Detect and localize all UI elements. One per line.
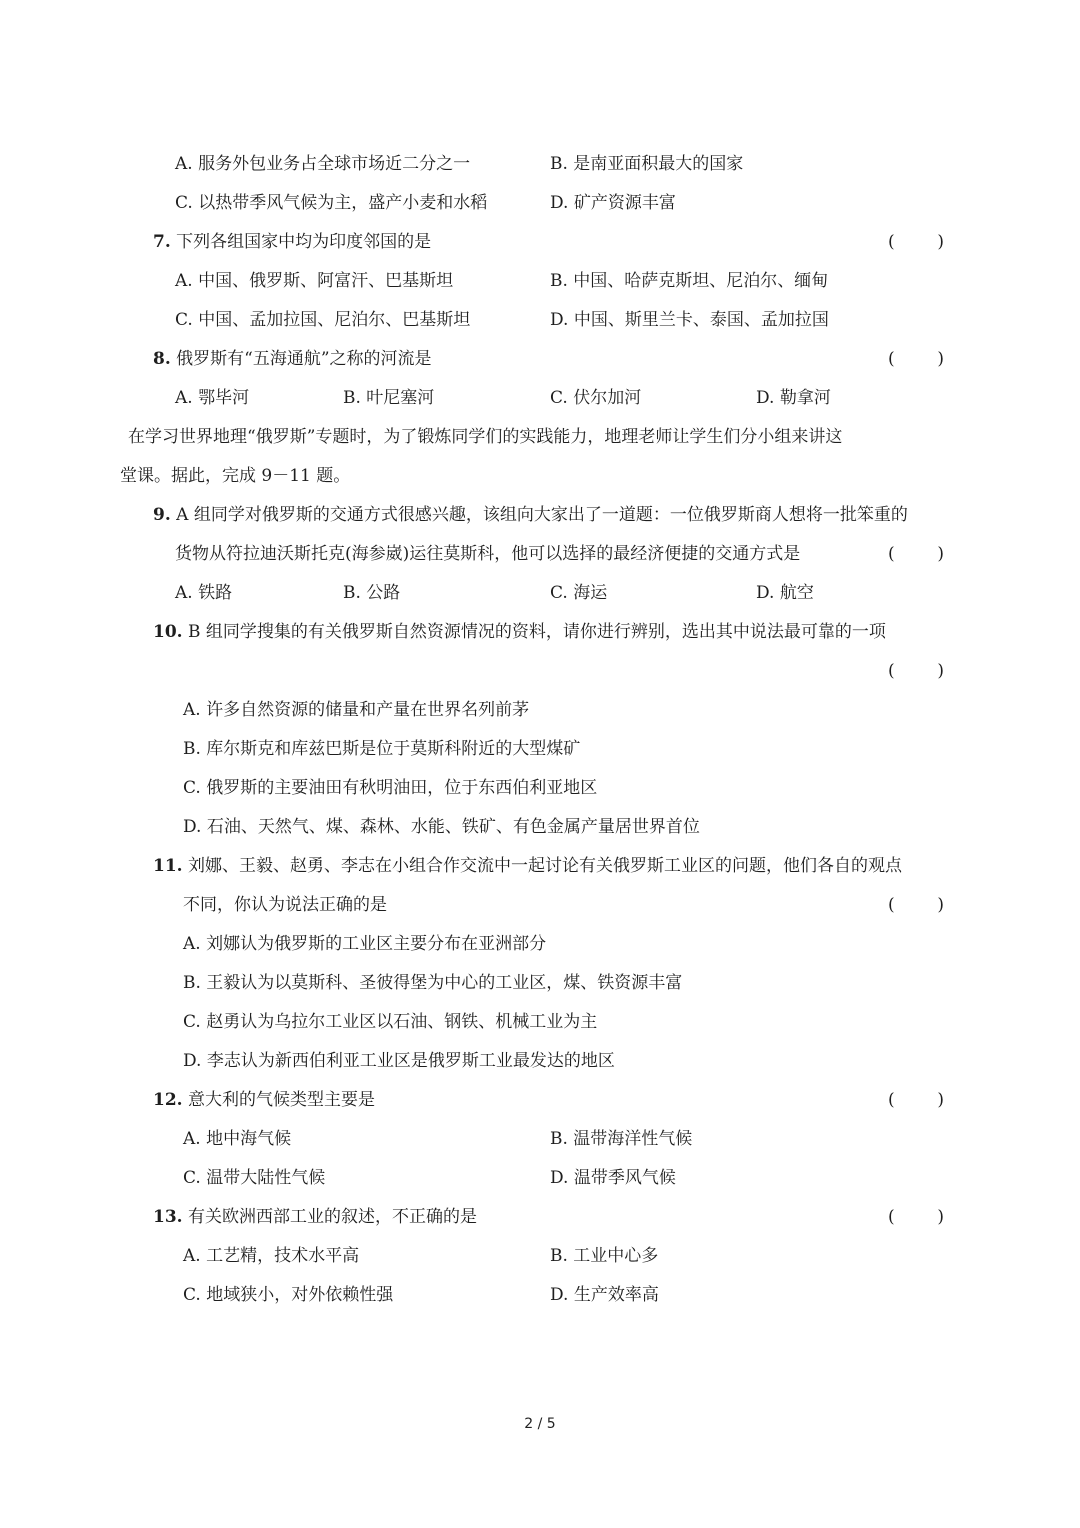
answer-blank-10: ( ) — [888, 661, 944, 681]
question-10-number: 10. — [153, 622, 183, 642]
question-8-number: 8. — [153, 349, 171, 369]
q13-option-b: B. 工业中心多 — [550, 1246, 659, 1266]
answer-blank-8: ( ) — [888, 349, 944, 369]
q11-option-a: A. 刘娜认为俄罗斯的工业区主要分布在亚洲部分 — [183, 934, 547, 954]
answer-blank-11: ( ) — [888, 895, 944, 915]
q9-option-a: A. 铁路 — [175, 583, 233, 603]
passage-line-1: 在学习世界地理“俄罗斯”专题时，为了锻炼同学们的实践能力，地理老师让学生们分小组来讲这 — [128, 427, 843, 447]
question-7-text: 下列各组国家中均为印度邻国的是 — [176, 232, 432, 252]
question-12-stem — [153, 1088, 375, 1112]
question-9-text: A 组同学对俄罗斯的交通方式很感兴趣，该组向大家出了一道题：一位俄罗斯商人想将一批笨重的 — [176, 505, 908, 525]
q6-option-b: B. 是南亚面积最大的国家 — [550, 154, 744, 174]
q12-option-c: C. 温带大陆性气候 — [183, 1168, 326, 1188]
q10-option-d: D. 石油、天然气、煤、森林、水能、铁矿、有色金属产量居世界首位 — [183, 817, 700, 837]
q12-option-a: A. 地中海气候 — [183, 1129, 292, 1149]
question-9-text-line-2: 货物从符拉迪沃斯托克(海参崴)运往莫斯科，他可以选择的最经济便捷的交通方式是 — [175, 544, 801, 564]
q11-option-b: B. 王毅认为以莫斯科、圣彼得堡为中心的工业区，煤、铁资源丰富 — [183, 973, 683, 993]
passage-line-2: 堂课。据此，完成 9－11 题。 — [120, 466, 351, 486]
q6-option-c: C. 以热带季风气候为主，盛产小麦和水稻 — [175, 193, 488, 213]
question-11-number: 11. — [153, 856, 183, 876]
q10-option-c: C. 俄罗斯的主要油田有秋明油田，位于东西伯利亚地区 — [183, 778, 598, 798]
q7-option-b: B. 中国、哈萨克斯坦、尼泊尔、缅甸 — [550, 271, 829, 291]
question-11-text-line-2: 不同，你认为说法正确的是 — [183, 895, 387, 915]
question-7-number: 7. — [153, 232, 171, 252]
question-8-text: 俄罗斯有“五海通航”之称的河流是 — [176, 349, 432, 369]
question-9-stem — [153, 503, 908, 527]
question-13-stem — [153, 1205, 477, 1229]
question-9-number: 9. — [153, 505, 171, 525]
q9-option-b: B. 公路 — [343, 583, 401, 603]
question-8-stem — [153, 347, 432, 371]
question-11-stem — [153, 854, 902, 878]
q7-option-d: D. 中国、斯里兰卡、泰国、孟加拉国 — [550, 310, 829, 330]
question-10-stem — [153, 620, 886, 644]
q11-option-c: C. 赵勇认为乌拉尔工业区以石油、钢铁、机械工业为主 — [183, 1012, 598, 1032]
answer-blank-13: ( ) — [888, 1207, 944, 1227]
q8-option-b: B. 叶尼塞河 — [343, 388, 435, 408]
q11-option-d: D. 李志认为新西伯利亚工业区是俄罗斯工业最发达的地区 — [183, 1051, 615, 1071]
q7-option-a: A. 中国、俄罗斯、阿富汗、巴基斯坦 — [175, 271, 454, 291]
question-12-number: 12. — [153, 1090, 183, 1110]
question-11-text: 刘娜、王毅、赵勇、李志在小组合作交流中一起讨论有关俄罗斯工业区的问题，他们各自的观点 — [187, 856, 902, 876]
question-7-stem — [153, 230, 431, 254]
q12-option-d: D. 温带季风气候 — [550, 1168, 676, 1188]
q8-option-d: D. 勒拿河 — [756, 388, 831, 408]
page-number: 2 / 5 — [524, 1416, 556, 1432]
answer-blank-7: ( ) — [888, 232, 944, 252]
q12-option-b: B. 温带海洋性气候 — [550, 1129, 693, 1149]
q13-option-c: C. 地域狭小，对外依赖性强 — [183, 1285, 394, 1305]
q8-option-c: C. 伏尔加河 — [550, 388, 642, 408]
answer-blank-9: ( ) — [888, 544, 944, 564]
q9-option-d: D. 航空 — [756, 583, 814, 603]
q8-option-a: A. 鄂毕河 — [175, 388, 250, 408]
q10-option-a: A. 许多自然资源的储量和产量在世界名列前茅 — [183, 700, 530, 720]
q13-option-d: D. 生产效率高 — [550, 1285, 659, 1305]
question-12-text: 意大利的气候类型主要是 — [187, 1090, 375, 1110]
question-13-number: 13. — [153, 1207, 183, 1227]
q6-option-a: A. 服务外包业务占全球市场近二分之一 — [175, 154, 471, 174]
q7-option-c: C. 中国、孟加拉国、尼泊尔、巴基斯坦 — [175, 310, 471, 330]
q10-option-b: B. 库尔斯克和库兹巴斯是位于莫斯科附近的大型煤矿 — [183, 739, 581, 759]
answer-blank-12: ( ) — [888, 1090, 944, 1110]
q13-option-a: A. 工艺精，技术水平高 — [183, 1246, 360, 1266]
q9-option-c: C. 海运 — [550, 583, 608, 603]
q6-option-d: D. 矿产资源丰富 — [550, 193, 676, 213]
question-13-text: 有关欧洲西部工业的叙述，不正确的是 — [187, 1207, 477, 1227]
question-10-text: B 组同学搜集的有关俄罗斯自然资源情况的资料，请你进行辨别，选出其中说法最可靠的一项 — [187, 622, 886, 642]
